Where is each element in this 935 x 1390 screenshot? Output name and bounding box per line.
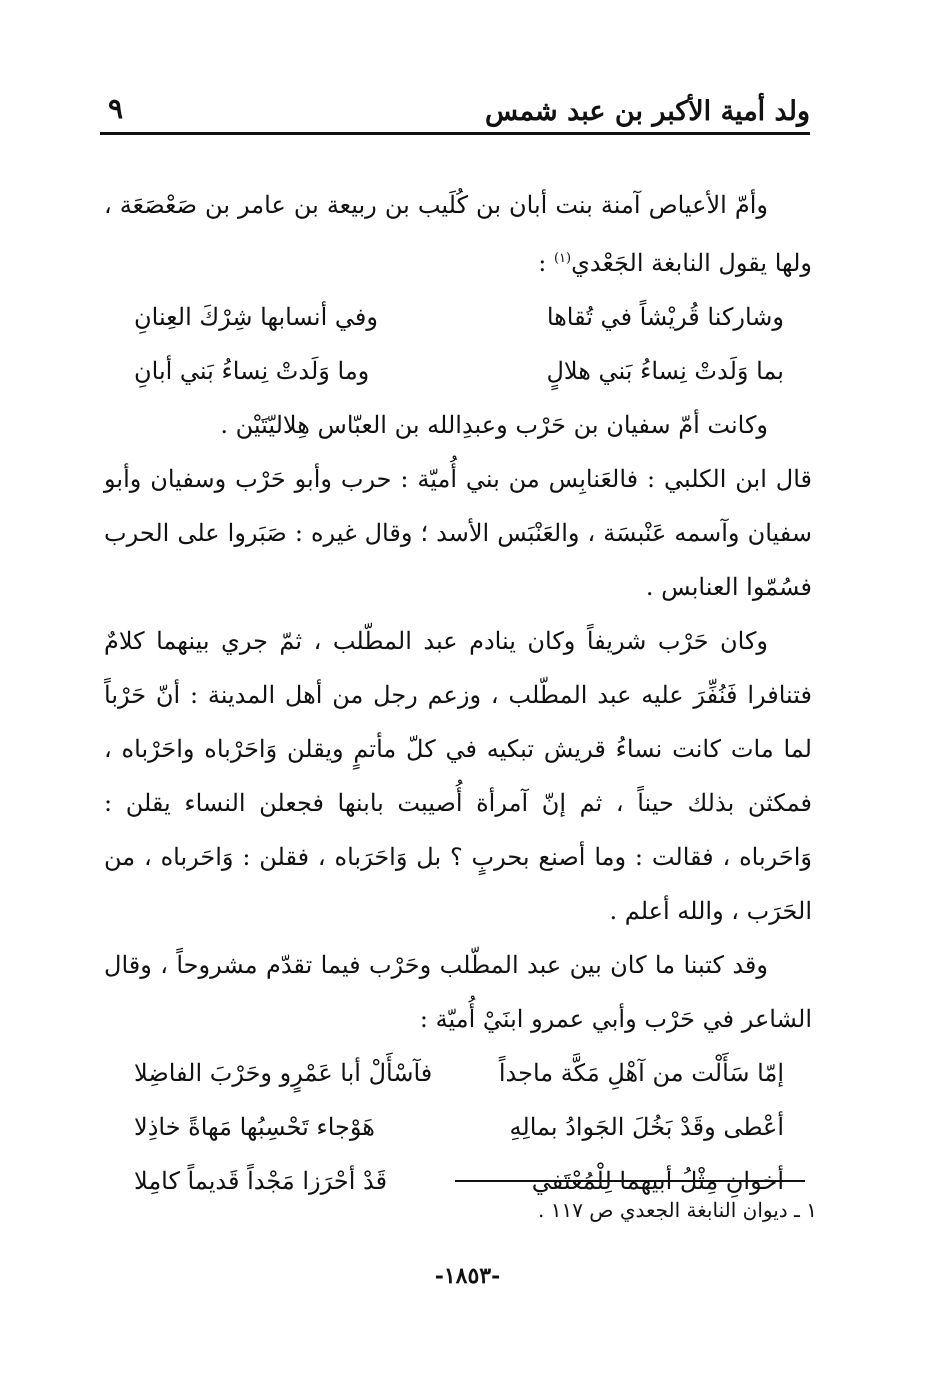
folio-number: -١٨٥٣-: [434, 1263, 501, 1289]
paragraph: وقد كتبنا ما كان بين عبد المطّلب وحَرْب فيما تقدّم مشروحاً ، وقال الشاعر في حَرْب وأبي عمرو ابنَيْ أُميّة :: [104, 951, 812, 1033]
paragraph: وكانت أمّ سفيان بن حَرْب وعبدِالله بن العبّاس هِلاليّتَيْن .: [220, 411, 768, 439]
verse-hemistich: قَدْ أحْرَزا مَجْداً قَديماً كامِلا: [134, 1167, 388, 1195]
chapter-title: ولد أمية الأكبر بن عبد شمس: [485, 96, 810, 127]
paragraph: قال ابن الكلبي : فالعَنابِس من بني أُميّة : حرب وأبو حَرْب وسفيان وأبو سفيان وآسمه عَنْبسَة ، والعَنْبَس الأسد ؛ وقال غيره : صَبَروا على الحرب فسُمّوا العنابس .: [104, 465, 812, 601]
verse-line: [104, 1100, 812, 1154]
paragraph: [104, 178, 812, 290]
verse-line: [104, 344, 812, 398]
verse-hemistich: وما وَلَدتْ نِساءُ بَني أبانِ: [134, 357, 370, 385]
footnote-divider: [455, 1180, 805, 1182]
running-header: [100, 92, 810, 135]
verse-hemistich: وفي أنسابها شِرْكَ العِنانِ: [134, 303, 378, 331]
paragraph-text-end: :: [538, 249, 554, 277]
verse-hemistich: أعْطى وقَدْ بَخُلَ الجَوادُ بمالِهِ: [509, 1113, 784, 1141]
paragraph: وكان حَرْب شريفاً وكان ينادم عبد المطّلب ، ثمّ جري بينهما كلامٌ فتنافرا فَنُفِّرَ عليه عبد المطّلب ، وزعم رجل من أهل المدينة : أنّ حَرْباً لما مات كانت نساءُ قريش تبكيه في كلّ مأتمٍ ويقلن وَاحَرْباه واحَرْباه ، فمكثن بذلك حيناً ، ثم إنّ آمرأة أُصيبت بابنها فجعلن النساء يقلن : وَاحَرباه ، فقالت : وما أصنع بحربٍ ؟ بل وَاحَرَباه ، فقلن : وَاحَرباه ، من الحَرَب ، والله أعلم .: [104, 627, 812, 925]
verse-line: [104, 290, 812, 344]
verse-hemistich: فآسْأَلْ أبا عَمْرٍو وحَرْبَ الفاضِلا: [134, 1059, 433, 1087]
footnote-reference: (١): [553, 251, 572, 266]
page-number: ٩: [108, 92, 124, 125]
verse-hemistich: إمّا سَأَلْت من آهْلِ مَكَّة ماجداً: [498, 1059, 784, 1087]
footnote: ١ ـ ديوان النابغة الجعدي ص ١١٧ .: [537, 1198, 817, 1222]
verse-hemistich: وشاركنا قُريْشاً في تُقاها: [546, 303, 784, 331]
paragraph-text: وأمّ الأعياص آمنة بنت أبان بن كُلَيب بن ربيعة بن عامر بن صَعْصَعَة ، ولها يقول النابغة الجَعْدي: [104, 191, 812, 277]
verse-hemistich: بما وَلَدتْ نِساءُ بَني هلالٍ: [546, 357, 784, 385]
verse-hemistich: هَوْجاء تَحْسِبُها مَهاةً خاذِلا: [134, 1113, 375, 1141]
verse-line: [104, 1046, 812, 1100]
verse-hemistich: أخوانِ مِثْلُ أبيهما لِلْمُعْتَفي: [531, 1167, 784, 1195]
main-text: [104, 178, 812, 1208]
